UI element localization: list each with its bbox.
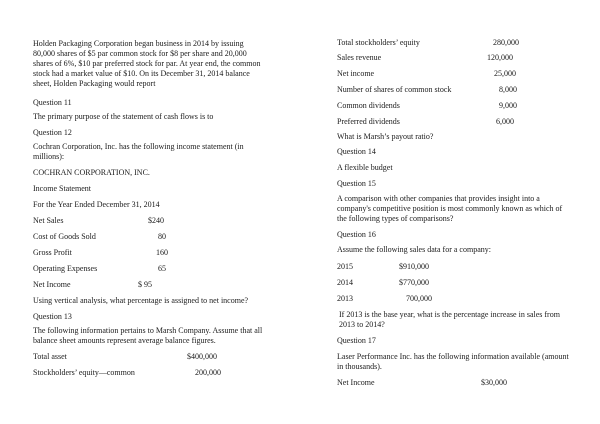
sales-row-year: 2013 <box>337 294 353 303</box>
marsh-row-value: 25,000 <box>494 69 516 78</box>
intro-paragraph: Holden Packaging Corporation began business in 2014 by issuing 80,000 shares of $5 par common stock for $8 per share and 20,000 shares of 6%, $10 par preferred stock for par. At year end, the common stock had a market value of $10. On its December 31, 2014 balance sheet, Holden Packaging would report <box>33 39 261 88</box>
question-17-label: Question 17 <box>337 336 376 345</box>
income-row-value: 65 <box>158 264 166 273</box>
marsh-row-value: $400,000 <box>187 352 217 361</box>
question-12-label: Question 12 <box>33 128 72 137</box>
statement-period: For the Year Ended December 31, 2014 <box>33 200 160 209</box>
income-row-label: Net Income <box>33 280 71 289</box>
sales-row-year: 2014 <box>337 278 353 287</box>
question-11-text: The primary purpose of the statement of cash flows is to <box>33 112 214 121</box>
marsh-row-label: Number of shares of common stock <box>337 85 452 94</box>
marsh-row-label: Preferred dividends <box>337 117 400 126</box>
marsh-row-value: 9,000 <box>499 101 517 110</box>
question-16-text: Assume the following sales data for a company: <box>337 245 491 254</box>
marsh-row-label: Net income <box>337 69 375 78</box>
income-row-label: Gross Profit <box>33 248 72 257</box>
sales-row-year: 2015 <box>337 262 353 271</box>
income-row-label: Cost of Goods Sold <box>33 232 96 241</box>
question-15-label: Question 15 <box>337 179 376 188</box>
company-name: COCHRAN CORPORATION, INC. <box>33 168 150 177</box>
sales-row-value: $770,000 <box>399 278 429 287</box>
question-15-text: A comparison with other companies that provides insight into a company's competitive position is most commonly known as which of the following types of comparisons? <box>337 194 563 223</box>
income-row-value: $240 <box>148 216 164 225</box>
marsh-row-label: Total asset <box>33 352 67 361</box>
question-14-text: A flexible budget <box>337 163 393 172</box>
question-17-text: Laser Performance Inc. has the following information available (amount in thousands). <box>337 352 569 371</box>
question-16-question: If 2013 is the base year, what is the percentage increase in sales from 2013 to 2014? <box>339 310 560 329</box>
marsh-row-label: Stockholders’ equity—common <box>33 368 135 377</box>
net-income-label: Net Income <box>337 378 375 387</box>
marsh-row-value: 8,000 <box>499 85 517 94</box>
question-14-label: Question 14 <box>337 147 376 156</box>
question-13-label: Question 13 <box>33 312 72 321</box>
marsh-row-label: Common dividends <box>337 101 400 110</box>
question-13-text: The following information pertains to Marsh Company. Assume that all balance sheet amounts represent average balance figures. <box>33 326 263 345</box>
question-16-label: Question 16 <box>337 230 376 239</box>
income-row-label: Operating Expenses <box>33 264 98 273</box>
question-13-question: What is Marsh’s payout ratio? <box>337 132 434 141</box>
statement-title: Income Statement <box>33 184 91 193</box>
marsh-row-value: 200,000 <box>195 368 221 377</box>
sales-row-value: 700,000 <box>406 294 432 303</box>
marsh-row-label: Total stockholders’ equity <box>337 38 420 47</box>
sales-row-value: $910,000 <box>399 262 429 271</box>
income-row-value: $ 95 <box>138 280 152 289</box>
income-row-value: 160 <box>156 248 168 257</box>
net-income-value: $30,000 <box>481 378 507 387</box>
income-row-value: 80 <box>158 232 166 241</box>
income-row-label: Net Sales <box>33 216 64 225</box>
question-12-text: Cochran Corporation, Inc. has the following income statement (in millions): <box>33 142 244 161</box>
question-12-question: Using vertical analysis, what percentage is assigned to net income? <box>33 296 249 305</box>
question-11-label: Question 11 <box>33 98 72 107</box>
marsh-row-value: 120,000 <box>487 53 513 62</box>
marsh-row-value: 280,000 <box>493 38 519 47</box>
marsh-row-value: 6,000 <box>496 117 514 126</box>
marsh-row-label: Sales revenue <box>337 53 382 62</box>
